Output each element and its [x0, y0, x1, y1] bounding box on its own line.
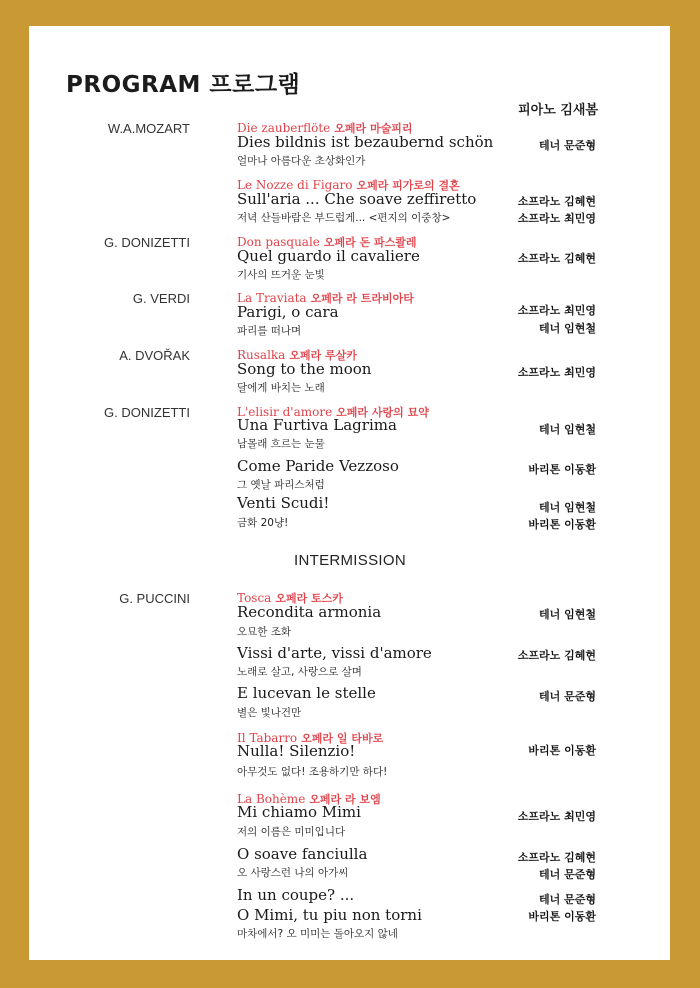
- performer: 테너 문준형: [539, 893, 596, 906]
- opera-title-ko: 오페라 돈 파스콸레: [323, 236, 417, 249]
- opera-title: L'elisir d'amore: [237, 405, 333, 419]
- opera-title-ko: 오페라 마술피리: [334, 122, 413, 135]
- song-title: Una Furtiva Lagrima: [237, 416, 397, 434]
- song-title-ko: 아무것도 없다! 조용하기만 하다!: [237, 766, 388, 778]
- song-title: E lucevan le stelle: [237, 684, 376, 702]
- opera-title: Don pasquale: [237, 235, 320, 249]
- performer: 소프라노 김혜현: [517, 252, 596, 265]
- composer-puccini: G. PUCCINI: [119, 591, 190, 606]
- opera-title-ko: 오페라 사랑의 묘약: [336, 406, 429, 419]
- composer-donizetti: G. DONIZETTI: [104, 405, 190, 420]
- song-title: Venti Scudi!: [237, 494, 330, 512]
- performer: 테너 문준형: [539, 690, 596, 703]
- composer-dvorak: A. DVOŘAK: [119, 348, 190, 363]
- song-title: Vissi d'arte, vissi d'amore: [237, 644, 432, 662]
- opera-title-ko: 오페라 루살카: [289, 349, 357, 362]
- song-title: Nulla! Silenzio!: [237, 742, 356, 760]
- song-title-ko: 노래로 살고, 사랑으로 살며: [237, 666, 362, 678]
- opera-title: Tosca: [237, 591, 272, 605]
- opera-title-ko: 오페라 일 타바로: [301, 732, 384, 745]
- intermission-heading: INTERMISSION: [294, 552, 406, 569]
- song-title: Dies bildnis ist bezaubernd schön: [237, 133, 494, 151]
- opera-title: La Traviata: [237, 291, 307, 305]
- performer: 테너 임현철: [539, 423, 596, 436]
- composer-donizetti: G. DONIZETTI: [104, 235, 190, 250]
- song-title-ko: 저의 이름은 미미입니다: [237, 826, 346, 838]
- song-title: O soave fanciulla: [237, 845, 368, 863]
- song-title-ko: 남몰래 흐르는 눈물: [237, 438, 325, 450]
- song-title: In un coupe? ...: [237, 886, 355, 904]
- performer: 테너 임현철: [539, 322, 596, 335]
- song-title-ko: 별은 빛나건만: [237, 707, 302, 719]
- opera-title: Die zauberflöte: [237, 121, 331, 135]
- opera-title-ko: 오페라 토스카: [275, 592, 343, 605]
- song-title: Recondita armonia: [237, 603, 382, 621]
- song-title-ko: 얼마나 아름다운 초상화인가: [237, 155, 366, 167]
- performer: 테너 문준형: [539, 139, 596, 152]
- performer: 소프라노 최민영: [517, 810, 596, 823]
- opera-title-ko: 오페라 라 보엠: [309, 793, 381, 806]
- song-title: Song to the moon: [237, 360, 372, 378]
- song-title: Sull'aria ... Che soave zeffiretto: [237, 190, 477, 208]
- performer: 소프라노 최민영: [517, 304, 596, 317]
- song-title: Parigi, o cara: [237, 303, 339, 321]
- opera-title: Il Tabarro: [237, 731, 298, 745]
- performer: 바리톤 이동환: [528, 910, 596, 923]
- song-title: O Mimi, tu piu non torni: [237, 906, 422, 924]
- performer: 소프라노 최민영: [517, 366, 596, 379]
- performer: 소프라노 김혜현: [517, 851, 596, 864]
- performer: 소프라노 김혜현: [517, 649, 596, 662]
- composer-verdi: G. VERDI: [132, 291, 190, 306]
- performer: 소프라노 최민영: [517, 212, 596, 225]
- opera-title-ko: 오페라 피가로의 결혼: [356, 179, 460, 192]
- page-title: PROGRAM 프로그램: [66, 72, 301, 98]
- song-title-ko: 오 사랑스런 나의 아가씨: [237, 867, 349, 879]
- performer: 소프라노 김혜현: [517, 195, 596, 208]
- song-title-ko: 달에게 바치는 노래: [237, 382, 325, 394]
- opera-title: Le Nozze di Figaro: [237, 178, 353, 192]
- performer: 바리톤 이동환: [528, 744, 596, 757]
- song-title: Come Paride Vezzoso: [237, 457, 399, 475]
- song-title-ko: 저녁 산들바람은 부드럽게... <편지의 이중창>: [237, 212, 451, 224]
- opera-title: Rusalka: [237, 348, 286, 362]
- performer: 바리톤 이동환: [528, 463, 596, 476]
- composer-mozart: W.A.MOZART: [107, 121, 190, 136]
- song-title-ko: 마차에서? 오 미미는 돌아오지 않네: [237, 928, 398, 940]
- song-title: Mi chiamo Mimi: [237, 803, 361, 821]
- performer: 테너 임현철: [539, 501, 596, 514]
- song-title-ko: 오묘한 조화: [237, 626, 292, 638]
- song-title-ko: 기사의 뜨거운 눈빛: [237, 269, 325, 281]
- performer: 바리톤 이동환: [528, 518, 596, 531]
- performer: 테너 문준형: [539, 868, 596, 881]
- song-title: Quel guardo il cavaliere: [237, 247, 420, 265]
- song-title-ko: 파리를 떠나며: [237, 325, 302, 337]
- performer: 테너 임현철: [539, 608, 596, 621]
- pianist-credit: 피아노 김새봄: [518, 103, 598, 118]
- opera-title: La Bohème: [237, 792, 306, 806]
- opera-title-ko: 오페라 라 트라비아타: [310, 292, 414, 305]
- song-title-ko: 그 옛날 파리스처럼: [237, 479, 325, 491]
- song-title-ko: 금화 20냥!: [237, 517, 289, 529]
